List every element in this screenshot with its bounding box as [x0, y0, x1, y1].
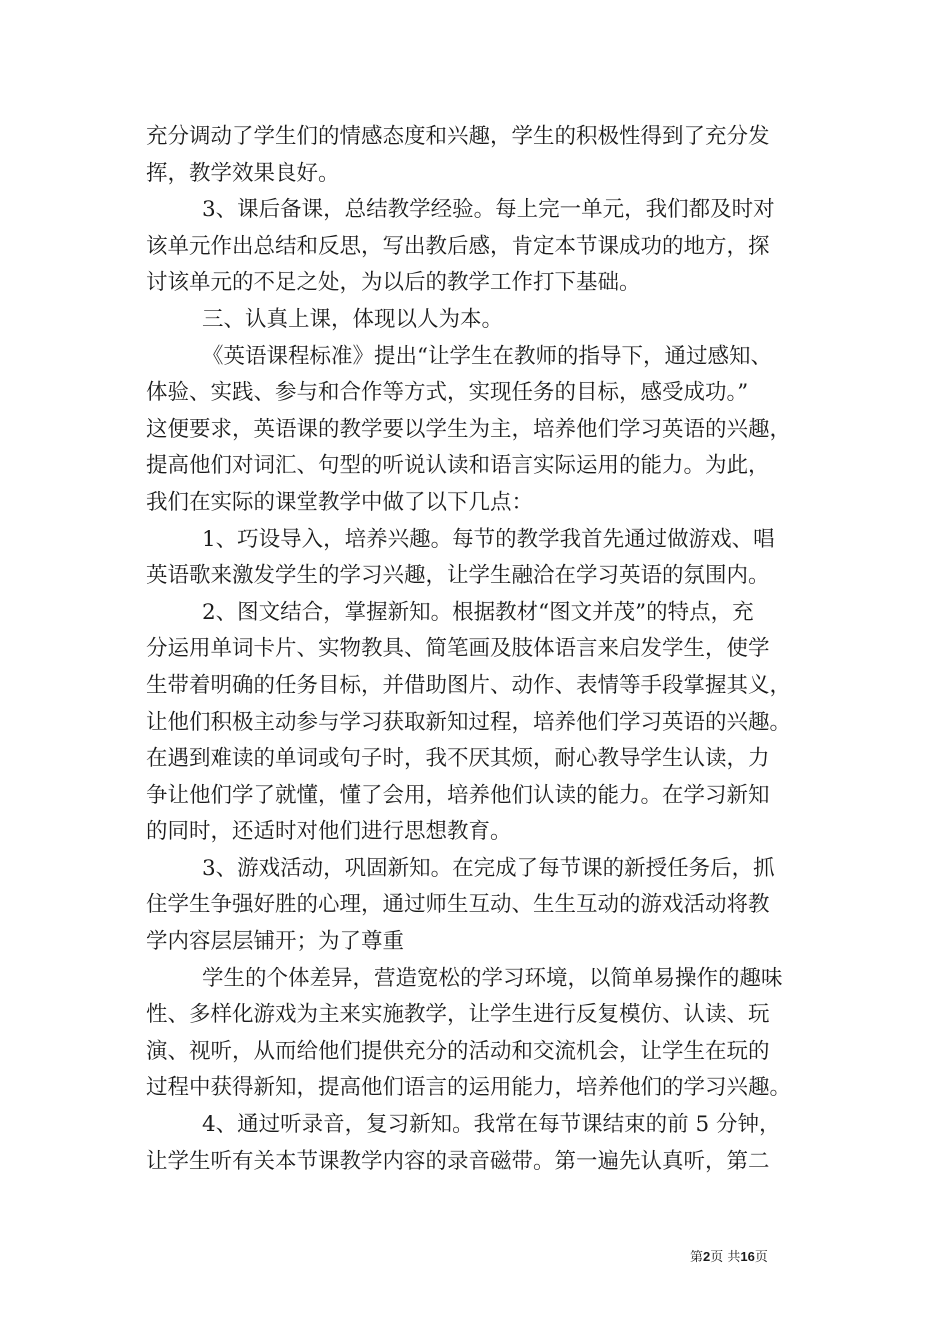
text-line: 体验、实践、参与和合作等方式，实现任务的目标，感受成功。”	[146, 380, 749, 406]
text-line: 2、图文结合，掌握新知。根据教材“图文并茂”的特点，充	[202, 599, 754, 625]
text-line: 的同时，还适时对他们进行思想教育。	[146, 819, 512, 845]
text-line: 《英语课程标准》提出“让学生在教师的指导下，通过感知、	[202, 343, 772, 369]
text-line: 提高他们对词汇、句型的听说认读和语言实际运用的能力。为此，	[146, 453, 770, 479]
text-line: 过程中获得新知，提高他们语言的运用能力，培养他们的学习兴趣。	[146, 1075, 792, 1101]
text-line: 让学生听有关本节课教学内容的录音磁带。第一遍先认真听，第二	[146, 1148, 770, 1174]
text-line: 1、巧设导入，培养兴趣。每节的教学我首先通过做游戏、唱	[202, 526, 775, 552]
text-line: 我们在实际的课堂教学中做了以下几点：	[146, 489, 534, 515]
text-line: 分运用单词卡片、实物教具、简笔画及肢体语言来启发学生，使学	[146, 636, 770, 662]
text-line: 三、认真上课，体现以人为本。	[202, 306, 504, 332]
text-line: 挥，教学效果良好。	[146, 160, 340, 186]
total-page-count: 16	[740, 1249, 755, 1264]
text-line: 4、通过听录音，复习新知。我常在每节课结束的前 5 分钟，	[202, 1112, 781, 1138]
text-line: 学生的个体差异，营造宽松的学习环境，以简单易操作的趣味	[202, 965, 783, 991]
footer-middle: 页 共	[710, 1250, 741, 1265]
document-body	[146, 119, 826, 1180]
text-line: 争让他们学了就懂，懂了会用，培养他们认读的能力。在学习新知	[146, 782, 770, 808]
text-line: 充分调动了学生们的情感态度和兴趣，学生的积极性得到了充分发	[146, 124, 770, 149]
footer-suffix: 页	[754, 1250, 768, 1265]
text-line: 讨该单元的不足之处，为以后的教学工作打下基础。	[146, 270, 641, 296]
text-line: 这便要求，英语课的教学要以学生为主，培养他们学习英语的兴趣，	[146, 416, 792, 442]
text-line: 让他们积极主动参与学习获取新知过程，培养他们学习英语的兴趣。	[146, 709, 792, 735]
text-line: 生带着明确的任务目标，并借助图片、动作、表情等手段掌握其义，	[146, 672, 792, 698]
text-line: 性、多样化游戏为主来实施教学，让学生进行反复模仿、认读、玩	[146, 1002, 770, 1028]
text-line: 住学生争强好胜的心理，通过师生互动、生生互动的游戏活动将教	[146, 892, 770, 918]
text-line: 英语歌来激发学生的学习兴趣，让学生融洽在学习英语的氛围内。	[146, 563, 770, 589]
text-line: 该单元作出总结和反思，写出教后感，肯定本节课成功的地方，探	[146, 233, 770, 259]
footer-prefix: 第	[690, 1250, 704, 1265]
text-line: 3、游戏活动，巩固新知。在完成了每节课的新授任务后，抓	[202, 855, 775, 881]
text-line: 在遇到难读的单词或句子时，我不厌其烦，耐心教导学生认读，力	[146, 746, 770, 772]
text-line: 演、视听，从而给他们提供充分的活动和交流机会，让学生在玩的	[146, 1038, 770, 1064]
page-footer	[690, 1246, 830, 1265]
text-line: 3、课后备课，总结教学经验。每上完一单元，我们都及时对	[202, 197, 775, 223]
current-page-number: 2	[703, 1249, 711, 1264]
text-line: 学内容层层铺开；为了尊重	[146, 929, 405, 955]
